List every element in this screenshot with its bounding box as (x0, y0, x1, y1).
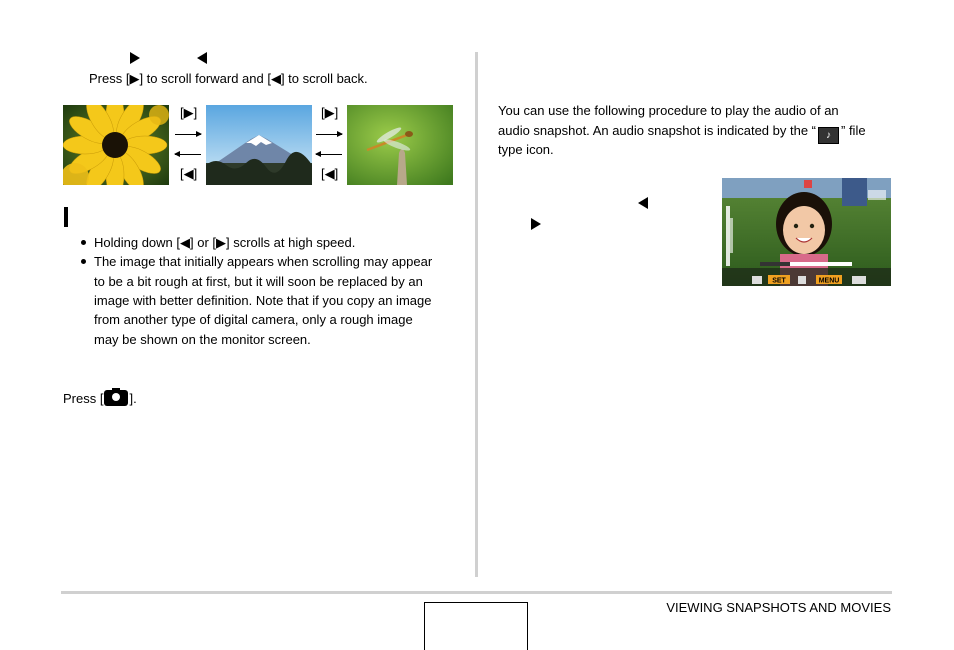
step-arrow-right-icon-right (531, 218, 541, 233)
intro-line-3: type icon. (498, 142, 554, 157)
note-line-5: from another type of digital camera, only a rough image (94, 312, 413, 327)
screen-set-label: SET (772, 277, 786, 285)
step-arrow-left-icon (197, 52, 207, 67)
back-arrow-1 (175, 154, 201, 155)
note-line-4: image with better definition. Note that if you copy an image (94, 293, 432, 308)
audio-snapshot-icon: ♪ (818, 127, 839, 144)
note-line-2: The image that initially appears when scrolling may appear (94, 254, 433, 269)
forward-key-label-2: [▶] (321, 105, 339, 120)
page-number-box (424, 602, 528, 650)
footer-section-title: VIEWING SNAPSHOTS AND MOVIES (666, 600, 891, 615)
step-arrow-right-icon (130, 52, 140, 67)
bullet-1 (81, 240, 86, 245)
note-line-1: Holding down [◀] or [▶] scrolls at high speed. (94, 235, 356, 250)
bullet-2 (81, 259, 86, 264)
note-line-3: to be a bit rough at first, but it will soon be replaced by an (94, 274, 423, 289)
intro-line-2-tail: ” file (841, 123, 866, 138)
yellow-flower-photo (63, 105, 169, 185)
mount-fuji-photo (206, 105, 312, 185)
back-arrow-2 (316, 154, 342, 155)
audio-playback-screen-photo (722, 178, 891, 286)
footer-rule (61, 591, 892, 594)
press-prefix: Press [ (63, 391, 104, 406)
forward-arrow-2 (316, 134, 342, 135)
forward-arrow-1 (175, 134, 201, 135)
note-line-6: may be shown on the monitor screen. (94, 332, 311, 347)
screen-menu-label: MENU (818, 277, 840, 285)
intro-line-1: You can use the following procedure to play the audio of an (498, 103, 839, 118)
forward-key-label-1: [▶] (180, 105, 198, 120)
note-marker-bar (64, 207, 68, 227)
back-key-label-1: [◀] (180, 166, 198, 181)
scroll-instruction: Press [▶] to scroll forward and [◀] to scroll back. (89, 71, 368, 86)
dragonfly-photo (347, 105, 453, 185)
press-shutter-instruction (63, 389, 137, 408)
press-suffix: ]. (129, 391, 137, 406)
back-key-label-2: [◀] (321, 166, 339, 181)
step-arrow-left-icon-right (638, 197, 648, 212)
intro-line-2-text: audio snapshot. An audio snapshot is indicated by the “ (498, 123, 816, 138)
column-divider (475, 52, 478, 577)
camera-icon (104, 390, 128, 406)
